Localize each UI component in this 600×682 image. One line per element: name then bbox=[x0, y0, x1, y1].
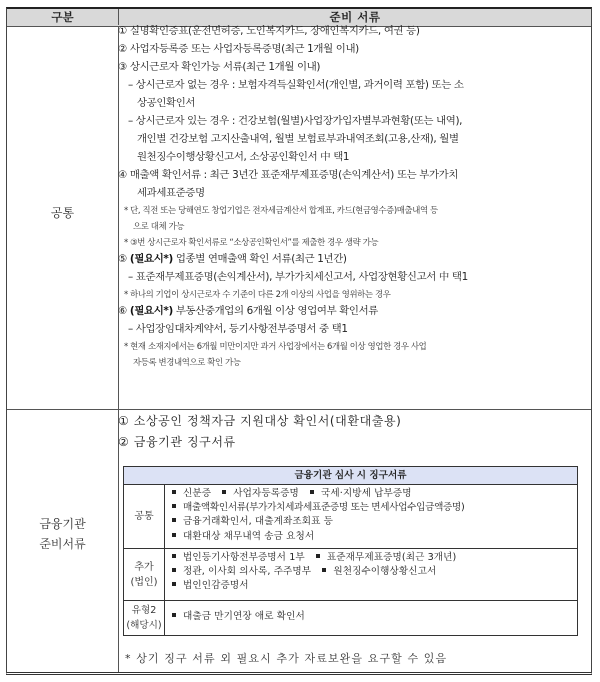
bullet-text: 매출액확인서류(부가가치세과세표준증명 또는 면세사업수입금액증명) bbox=[183, 502, 465, 514]
bank-row-common bbox=[124, 485, 577, 549]
row-label-common: 공통 bbox=[50, 206, 75, 220]
bullet-icon bbox=[172, 613, 176, 617]
bullet-line bbox=[170, 487, 577, 501]
note-startup: * 단, 직전 또는 당해연도 창업기업은 전자세금계산서 합계표, 카드(현금영수증)매출내역 등 bbox=[124, 205, 438, 215]
bank-row-items bbox=[166, 485, 577, 546]
finance-item-policy-fund: ① 소상공인 정책자금 지원대상 확인서(대환대출용) bbox=[118, 414, 402, 428]
finance-documents bbox=[118, 411, 583, 453]
bullet-text: 금융거래확인서, 대출계좌조회표 등 bbox=[183, 516, 333, 528]
row-divider bbox=[7, 409, 591, 410]
bank-row-items bbox=[166, 601, 577, 626]
sub-item-no-employees-cont: 상공인확인서 bbox=[137, 97, 196, 109]
doc-item-employee-proof: ③ 상시근로자 확인가능 서류(최근 1개월 이내) bbox=[118, 61, 321, 73]
sub-item-with-employees-cont2: 원천징수이행상황신고서, 소상공인확인서 中 택1 bbox=[137, 151, 350, 163]
bullet-text: 법인등기사항전부증명서 1부 bbox=[183, 552, 305, 563]
bullet-icon bbox=[310, 490, 314, 494]
finance-footnote: * 상기 징구 서류 외 필요시 추가 자료보완을 요구할 수 있음 bbox=[125, 652, 448, 665]
bank-row-items bbox=[166, 549, 577, 596]
bullet-line bbox=[170, 579, 577, 593]
bullet-icon bbox=[222, 490, 226, 494]
bullet-icon bbox=[172, 490, 176, 494]
bullet-line bbox=[170, 551, 577, 565]
bullet-text: 표준재무제표증명(최근 3개년) bbox=[326, 552, 457, 563]
label-line: 추가 bbox=[134, 561, 154, 573]
bank-row-label: 공통 bbox=[124, 485, 165, 548]
bullet-icon bbox=[322, 568, 326, 572]
item-text: 업종별 연매출액 확인 서류(최근 1년간) bbox=[172, 253, 347, 265]
bank-row-label bbox=[124, 549, 165, 600]
bullet-text: 대환대상 채무내역 송금 요청서 bbox=[183, 530, 315, 542]
sub-item-with-employees-cont1: 개인별 건강보험 고지산출내역, 월별 보험료부과내역조회(고용,산재), 월별 bbox=[137, 133, 459, 145]
row-label-finance bbox=[7, 514, 118, 554]
note-startup-cont: 으로 대체 가능 bbox=[133, 221, 185, 231]
doc-item-sales-proof-cont: 세과세표준증명 bbox=[137, 187, 205, 199]
bullet-icon bbox=[172, 533, 176, 537]
note-relocation: * 현재 소재지에서는 6개월 미만이지만 과거 사업장에서는 6개월 이상 영업한 경우 사업 bbox=[124, 341, 427, 351]
item-number: ⑥ bbox=[118, 305, 130, 317]
bullet-text: 정관, 이사회 의사록, 주주명부 bbox=[183, 566, 312, 578]
sub-item-with-employees: – 상시근로자 있는 경우 : 건강보험(월별)사업장가입자별부과현황(또는 내역), bbox=[128, 115, 463, 127]
bullet-icon bbox=[172, 568, 176, 572]
finance-item-bank-docs: ② 금융기관 징구서류 bbox=[118, 435, 236, 449]
bullet-icon bbox=[172, 504, 176, 508]
sub-item-annual-sales: – 표준재무제표증명(손익계산서), 부가가치세신고서, 사업장현황신고서 中 택1 bbox=[128, 271, 468, 283]
bank-row-label bbox=[124, 601, 165, 635]
item-text: 부동산중개업의 6개월 이상 영업여부 확인서류 bbox=[172, 305, 378, 317]
bullet-line bbox=[170, 610, 577, 624]
label-line: (법인) bbox=[130, 576, 158, 588]
bullet-icon bbox=[316, 554, 320, 558]
label-line: 유형2 bbox=[131, 605, 157, 616]
bullet-icon bbox=[172, 554, 176, 558]
if-needed-label: (필요시*) bbox=[129, 305, 173, 317]
doc-item-business-registration: ② 사업자등록증 또는 사업자등록증명(최근 1개월 이내) bbox=[118, 43, 359, 55]
bank-row-corporate bbox=[124, 549, 577, 601]
bullet-text: 대출금 만기연장 애로 확인서 bbox=[183, 611, 305, 622]
sub-item-real-estate: – 사업장임대차계약서, 등기사항전부증명서 중 택1 bbox=[128, 323, 348, 335]
common-documents bbox=[118, 22, 581, 370]
note-omit: * ③번 상시근로자 확인서류로 “소상공인확인서”를 제출한 경우 생략 가능 bbox=[124, 237, 379, 247]
bullet-icon bbox=[172, 518, 176, 522]
note-relocation-cont: 자등록 변경내역으로 확인 가능 bbox=[133, 357, 241, 367]
header-documents: 준비 서류 bbox=[329, 10, 381, 24]
bullet-text: 원천징수이행상황신고서 bbox=[333, 566, 437, 578]
bullet-line bbox=[170, 501, 577, 515]
bullet-text: 신분증 bbox=[183, 488, 212, 499]
bullet-line bbox=[170, 565, 577, 579]
item-number: ⑤ bbox=[118, 253, 130, 265]
label-line: 준비서류 bbox=[39, 537, 86, 551]
bank-row-type2 bbox=[124, 601, 577, 635]
doc-item-annual-sales bbox=[118, 250, 581, 268]
bullet-line bbox=[170, 515, 577, 529]
sub-item-no-employees: – 상시근로자 없는 경우 : 보험자격득실확인서(개인별, 과거이력 포함) 또는 소 bbox=[128, 79, 464, 91]
bullet-text: 사업자등록증명 bbox=[233, 488, 299, 499]
bullet-icon bbox=[172, 582, 176, 586]
doc-item-id: ① 실명확인증표(운전면허증, 노인복지카드, 장애인복지카드, 여권 등) bbox=[118, 25, 420, 37]
header-category: 구분 bbox=[7, 9, 119, 25]
bullet-text: 법인인감증명서 bbox=[183, 580, 249, 592]
note-multi-business: * 하나의 기업이 상시근로자 수 기준이 다른 2개 이상의 사업을 영위하는 경우 bbox=[124, 289, 391, 299]
bullet-line bbox=[170, 530, 577, 544]
if-needed-label: (필요시*) bbox=[129, 253, 173, 265]
bank-review-title: 금융기관 심사 시 징구서류 bbox=[124, 467, 577, 485]
required-documents-table bbox=[6, 7, 592, 675]
label-line: 금융기관 bbox=[39, 517, 86, 531]
doc-item-real-estate bbox=[118, 302, 581, 320]
bullet-text: 국세·지방세 납부증명 bbox=[321, 488, 412, 499]
label-line: (해당시) bbox=[126, 620, 162, 631]
doc-item-sales-proof: ④ 매출액 확인서류 : 최근 3년간 표준재무제표증명(손익계산서) 또는 부가가치 bbox=[118, 169, 459, 181]
bank-review-table bbox=[123, 466, 578, 636]
